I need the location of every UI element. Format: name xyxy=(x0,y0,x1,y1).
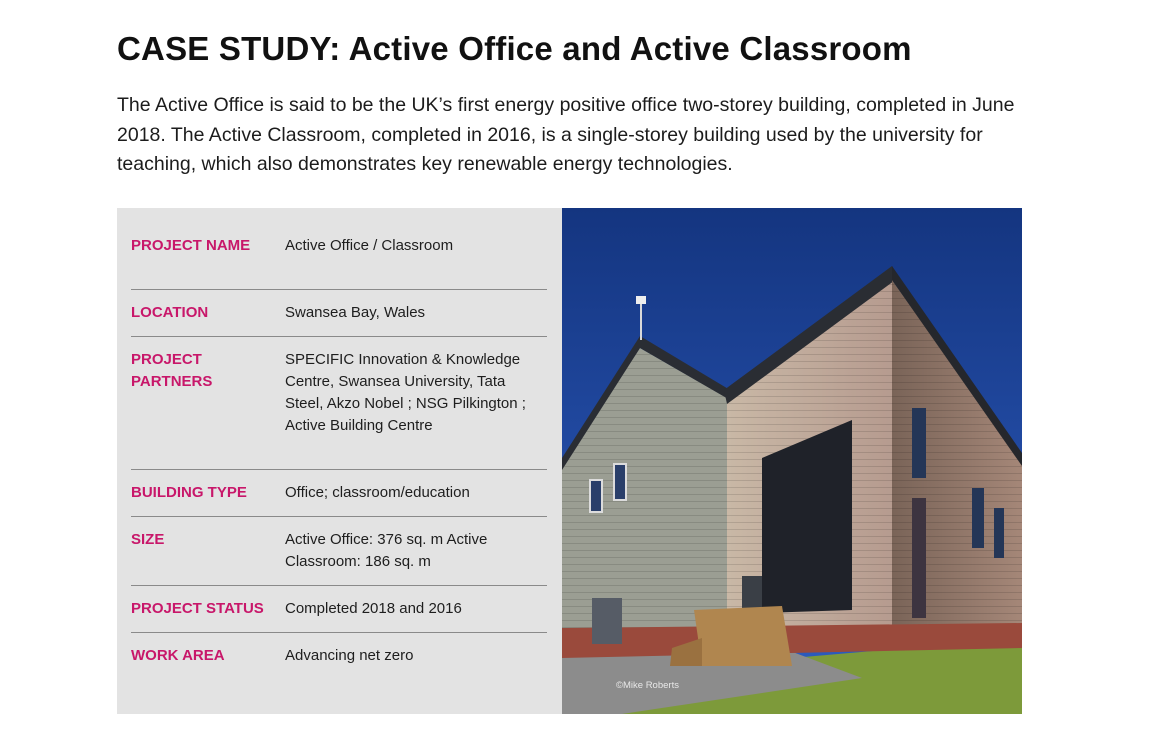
building-photo xyxy=(562,208,1022,714)
window xyxy=(912,408,926,478)
detail-label: SIZE xyxy=(131,531,165,548)
detail-label: LOCATION xyxy=(131,304,209,321)
photo-credit: ©Mike Roberts xyxy=(616,680,679,691)
detail-label: PROJECT NAME xyxy=(131,237,251,254)
detail-row-location xyxy=(131,302,547,337)
detail-row-project-name xyxy=(131,235,547,290)
project-details-panel xyxy=(117,208,562,714)
detail-label: PROJECT PARTNERS xyxy=(131,351,213,390)
antenna-mast xyxy=(640,300,642,340)
door xyxy=(592,598,622,644)
detail-row-project-partners xyxy=(131,349,547,470)
wooden-steps xyxy=(694,606,792,666)
antenna-head xyxy=(636,296,646,304)
detail-row-work-area xyxy=(131,645,547,679)
detail-row-project-status xyxy=(131,598,547,633)
detail-value: Advancing net zero xyxy=(285,647,414,664)
detail-value: SPECIFIC Innovation & Knowledge Centre, Swansea University, Tata Steel, Akzo Nobel ; NSG Pilkington ; Active Building Centre xyxy=(285,351,526,434)
detail-row-size xyxy=(131,529,547,586)
detail-value: Swansea Bay, Wales xyxy=(285,304,426,321)
detail-value: Active Office: 376 sq. m Active Classroom: 186 sq. m xyxy=(285,531,488,570)
window xyxy=(972,488,984,548)
window xyxy=(614,464,626,500)
window xyxy=(590,480,602,512)
window xyxy=(994,508,1004,558)
detail-value: Office; classroom/education xyxy=(285,484,470,501)
intro-paragraph: The Active Office is said to be the UK’s first energy positive office two-storey building, completed in June 2018. The Active Classroom, completed in 2016, is a single-storey building used by the university for teaching, which also demonstrates key renewable energy technologies. xyxy=(117,94,1015,175)
page-title: CASE STUDY: Active Office and Active Classroom xyxy=(117,30,912,67)
detail-row-building-type xyxy=(131,482,547,517)
detail-label: BUILDING TYPE xyxy=(131,484,247,501)
window xyxy=(912,498,926,618)
detail-label: PROJECT STATUS xyxy=(131,600,264,617)
detail-value: Active Office / Classroom xyxy=(285,237,454,254)
detail-value: Completed 2018 and 2016 xyxy=(285,600,462,617)
detail-label: WORK AREA xyxy=(131,647,225,664)
